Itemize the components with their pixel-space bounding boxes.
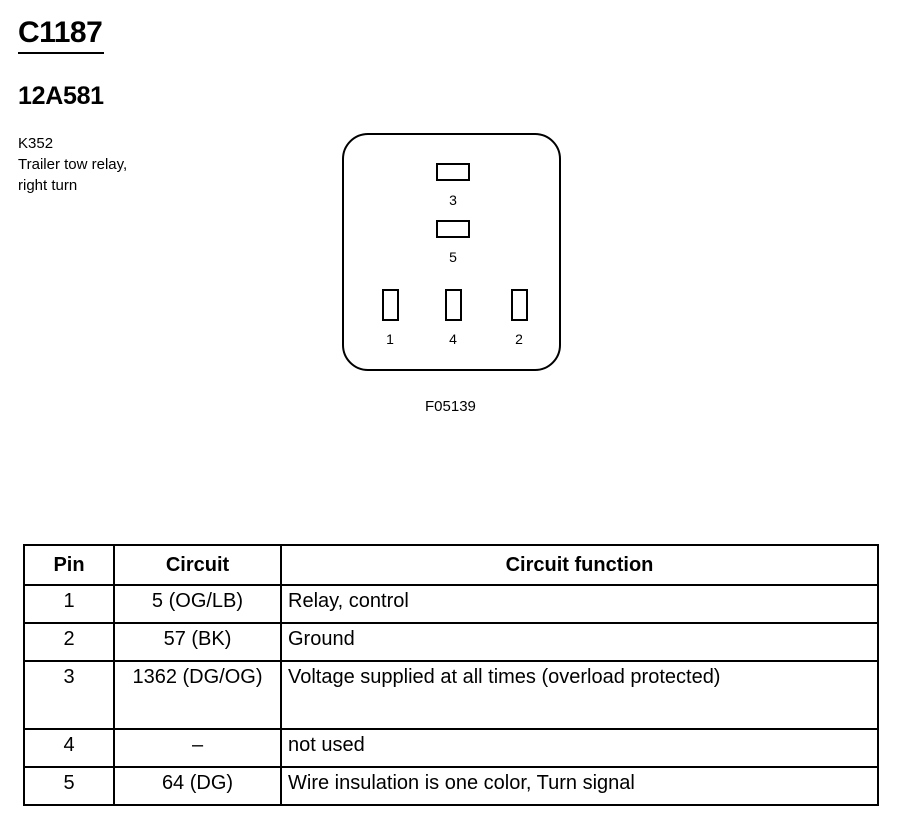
pin-cell: 4 — [24, 729, 114, 767]
pin-cell: 2 — [24, 623, 114, 661]
pin-5-label: 5 — [449, 249, 457, 265]
pin-cell: 3 — [24, 661, 114, 729]
function-cell: Wire insulation is one color, Turn signal — [281, 767, 878, 805]
table-row — [24, 767, 878, 805]
pin-1-terminal — [382, 289, 399, 321]
circuit-cell: 64 (DG) — [114, 767, 281, 805]
header-circuit-function: Circuit function — [281, 545, 878, 585]
connector-face-diagram — [342, 133, 561, 371]
circuit-cell: 5 (OG/LB) — [114, 585, 281, 623]
table-row — [24, 729, 878, 767]
circuit-cell: 1362 (DG/OG) — [114, 661, 281, 729]
function-cell: Voltage supplied at all times (overload protected) — [281, 661, 878, 729]
description-line: right turn — [18, 177, 78, 194]
table-header-row — [24, 545, 878, 585]
pin-4-label: 4 — [449, 331, 457, 347]
pin-cell: 5 — [24, 767, 114, 805]
table-row — [24, 661, 878, 729]
function-cell: Ground — [281, 623, 878, 661]
table-row — [24, 623, 878, 661]
figure-reference: F05139 — [425, 398, 476, 415]
pin-3-label: 3 — [449, 192, 457, 208]
pin-5-terminal — [436, 220, 470, 238]
function-cell: Relay, control — [281, 585, 878, 623]
pin-2-label: 2 — [515, 331, 523, 347]
part-number: 12A581 — [18, 82, 104, 110]
function-cell: not used — [281, 729, 878, 767]
pin-1-label: 1 — [386, 331, 394, 347]
circuit-cell: 57 (BK) — [114, 623, 281, 661]
header-pin: Pin — [24, 545, 114, 585]
description-line: K352 — [18, 135, 54, 152]
connector-id: C1187 — [18, 14, 104, 54]
table-row — [24, 585, 878, 623]
circuit-cell: – — [114, 729, 281, 767]
pin-4-terminal — [445, 289, 462, 321]
pin-cell: 1 — [24, 585, 114, 623]
connector-description — [18, 133, 127, 196]
header-circuit: Circuit — [114, 545, 281, 585]
pin-3-terminal — [436, 163, 470, 181]
description-line: Trailer tow relay, — [18, 156, 128, 173]
pin-2-terminal — [511, 289, 528, 321]
pinout-table — [23, 544, 879, 806]
